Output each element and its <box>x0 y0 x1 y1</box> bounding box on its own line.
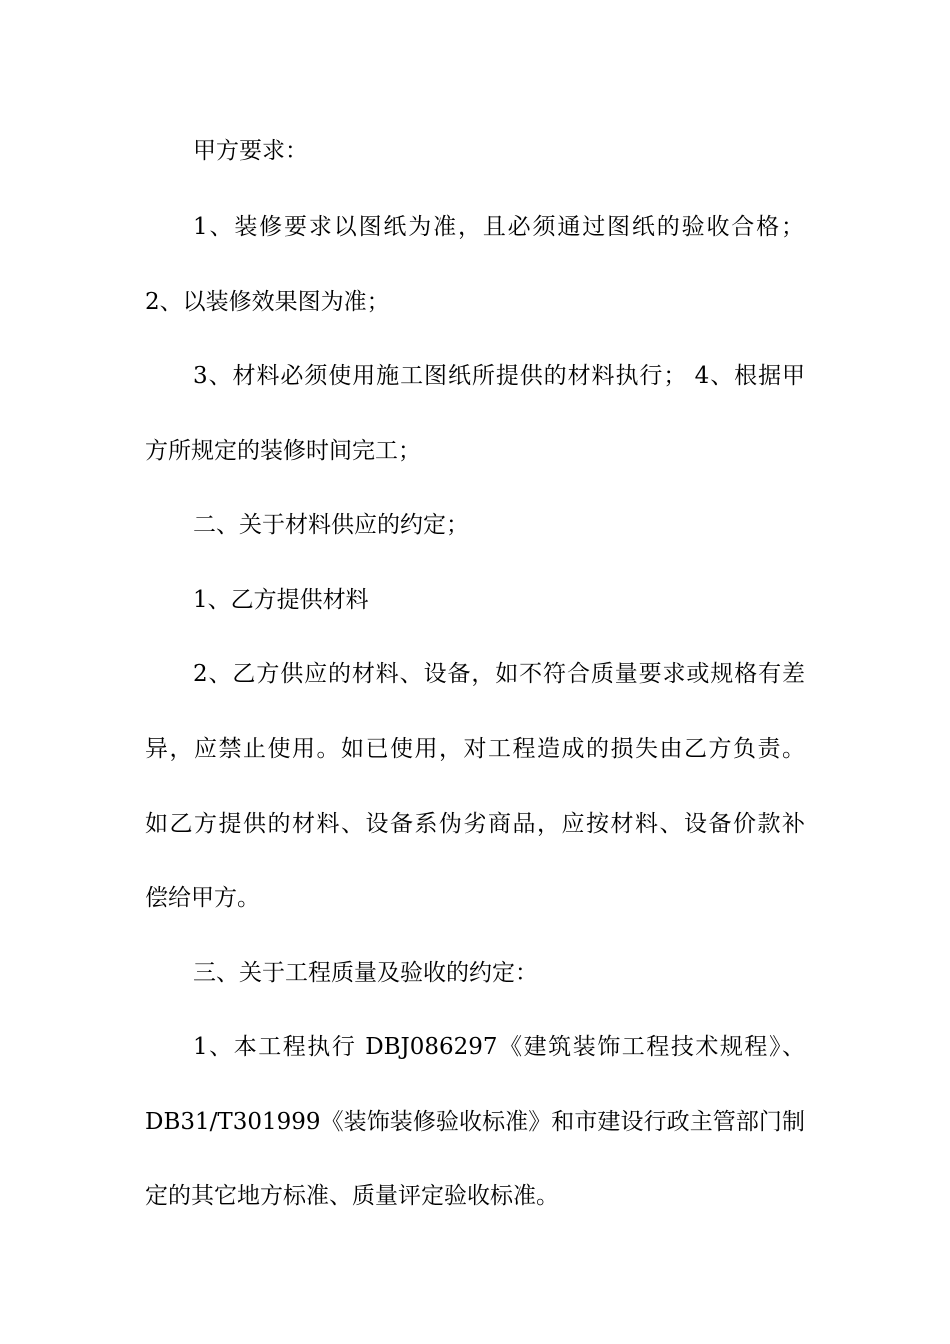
section-heading-quality-acceptance: 三、关于工程质量及验收的约定： <box>193 960 538 986</box>
paragraph-line: 异，应禁止使用。如已使用，对工程造成的损失由乙方负责。 <box>145 736 805 762</box>
paragraph-line: 如乙方提供的材料、设备系伪劣商品，应按材料、设备价款补 <box>145 811 805 837</box>
paragraph-line: 3、材料必须使用施工图纸所提供的材料执行； 4、根据甲 <box>193 363 805 389</box>
section-heading-material-supply: 二、关于材料供应的约定； <box>193 512 469 538</box>
paragraph-line: 定的其它地方标准、质量评定验收标准。 <box>145 1183 559 1209</box>
paragraph-line: 2、以装修效果图为准； <box>145 289 390 315</box>
paragraph-line: 1、乙方提供材料 <box>193 587 369 613</box>
section-heading-party-a-requirements: 甲方要求： <box>193 138 308 164</box>
paragraph-line: 1、本工程执行 DBJ086297《建筑装饰工程技术规程》、 <box>193 1034 805 1060</box>
paragraph-line: 2、乙方供应的材料、设备，如不符合质量要求或规格有差 <box>193 661 805 687</box>
paragraph-line: 偿给甲方。 <box>145 885 260 911</box>
paragraph-line: 1、装修要求以图纸为准，且必须通过图纸的验收合格； <box>193 214 804 240</box>
paragraph-line: DB31/T301999《装饰装修验收标准》和市建设行政主管部门制 <box>145 1109 805 1135</box>
paragraph-line: 方所规定的装修时间完工； <box>145 438 421 464</box>
